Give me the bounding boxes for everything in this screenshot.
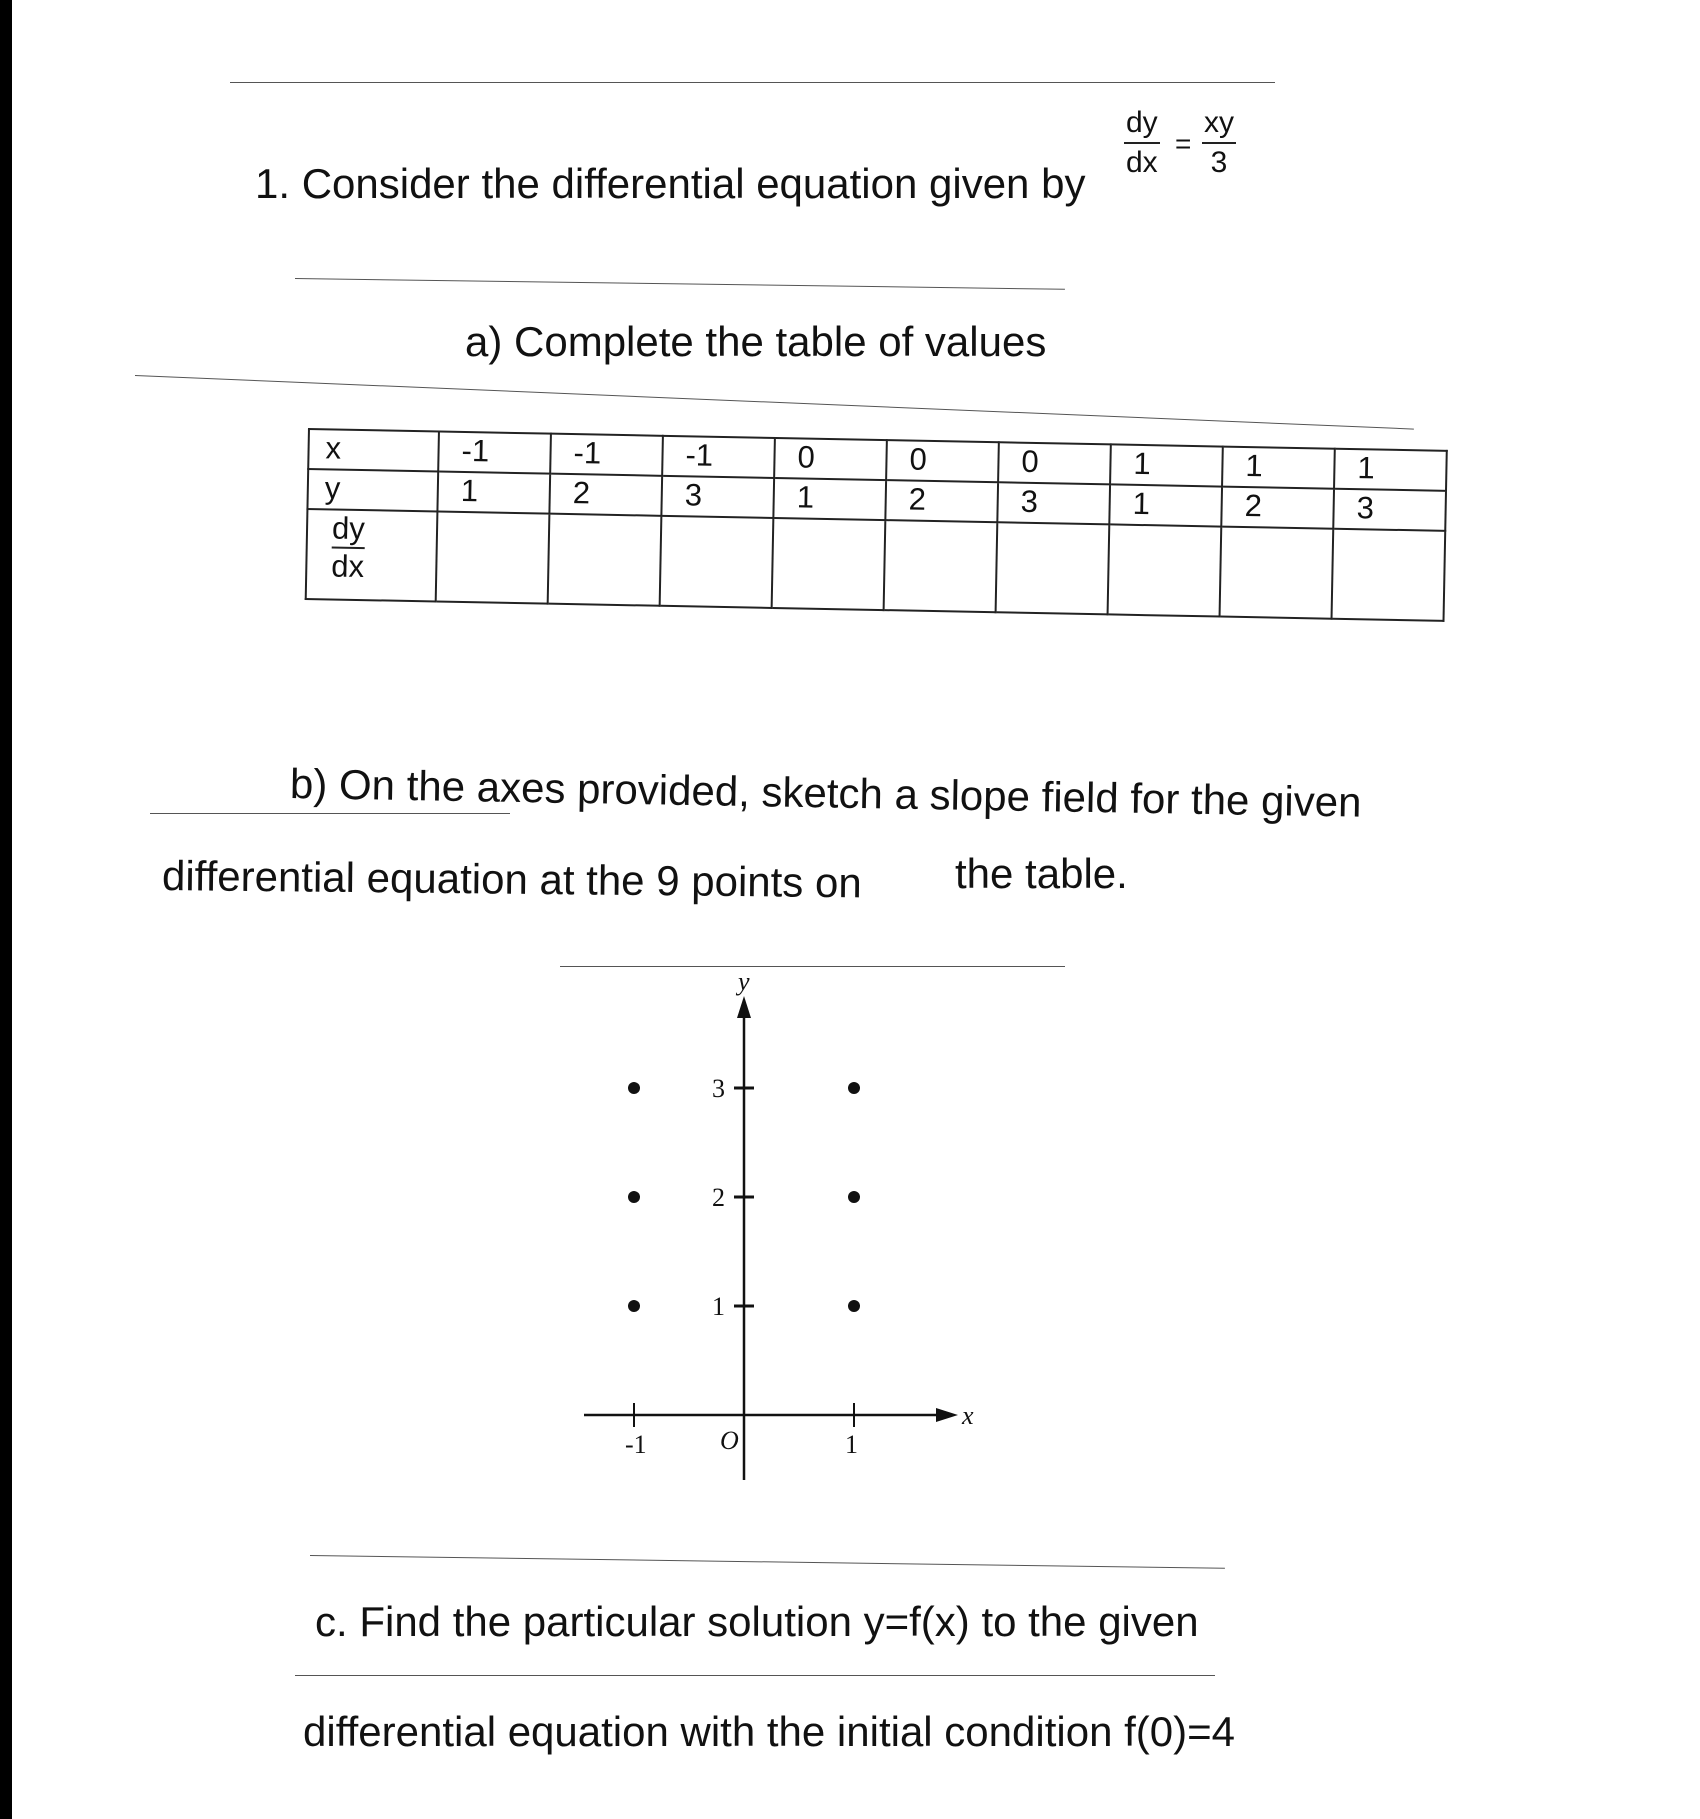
slope-point (628, 1300, 640, 1312)
values-table (305, 428, 1448, 622)
scan-edge (0, 0, 12, 1819)
table-cell: 0 (886, 440, 999, 482)
answer-cell[interactable] (1220, 527, 1334, 619)
slope-field-axes[interactable] (560, 960, 1000, 1520)
equation-lhs-denominator: dx (1126, 146, 1158, 179)
part-b-line2-end: the table. (955, 850, 1128, 897)
table-cell: 1 (437, 472, 550, 514)
divider-rule (135, 375, 1414, 430)
equation-lhs-fraction (1124, 106, 1160, 180)
slope-point (848, 1300, 860, 1312)
equation-rhs-fraction (1202, 106, 1236, 180)
dydx-numerator: dy (331, 510, 366, 547)
table-cell: 3 (997, 482, 1110, 524)
dydx-fraction (331, 510, 365, 584)
row-label-y: y (307, 469, 438, 511)
y-axis-label: y (738, 967, 750, 996)
x-tick-label: -1 (625, 1430, 647, 1459)
table-cell: 1 (1110, 444, 1223, 486)
table-cell: 1 (1222, 447, 1335, 489)
slope-point (848, 1191, 860, 1203)
answer-cell[interactable] (1108, 524, 1222, 616)
answer-cell[interactable] (1332, 529, 1446, 621)
origin-label: O (720, 1426, 739, 1455)
x-axis-label: x (962, 1401, 974, 1430)
divider-rule (295, 1675, 1215, 1676)
part-a-text: a) Complete the table of values (465, 318, 1047, 365)
x-axis-arrow (936, 1408, 958, 1422)
equation-lhs-numerator: dy (1126, 106, 1158, 139)
y-axis-arrow (737, 996, 751, 1018)
answer-cell[interactable] (548, 514, 662, 606)
fraction-bar (1202, 142, 1236, 144)
answer-cell[interactable] (772, 518, 886, 610)
part-b-line2: differential equation at the 9 points on (161, 852, 862, 907)
equals-sign: = (1175, 128, 1192, 159)
y-tick-label: 3 (712, 1074, 725, 1103)
table-cell: 3 (1333, 489, 1446, 531)
y-tick-label: 2 (712, 1183, 725, 1212)
answer-cell[interactable] (884, 520, 998, 612)
slope-point (628, 1191, 640, 1203)
equation-rhs-denominator: 3 (1210, 146, 1228, 179)
table-cell: 2 (1221, 487, 1334, 529)
part-c-line2: differential equation with the initial condition f(0)=4 (303, 1708, 1235, 1755)
row-label-dydx (306, 509, 438, 601)
table-cell: 1 (1109, 484, 1222, 526)
divider-rule (295, 278, 1065, 290)
table-cell: -1 (438, 432, 551, 474)
table-cell: -1 (550, 434, 663, 476)
answer-cell[interactable] (660, 516, 774, 608)
table-cell: -1 (662, 436, 775, 478)
fraction-bar (1124, 142, 1160, 144)
equation-rhs-numerator: xy (1204, 106, 1234, 139)
table-cell: 1 (1334, 449, 1447, 491)
table-cell: 3 (661, 476, 774, 518)
answer-cell[interactable] (436, 511, 550, 603)
divider-rule (150, 813, 510, 814)
table-cell: 0 (774, 438, 887, 480)
row-label-x: x (308, 429, 439, 471)
slope-point (628, 1082, 640, 1094)
divider-rule (230, 82, 1275, 83)
slope-point (848, 1082, 860, 1094)
table-cell: 1 (773, 478, 886, 520)
part-c-line1: c. Find the particular solution y=f(x) to the given (315, 1598, 1199, 1645)
table-cell: 2 (549, 474, 662, 516)
dydx-denominator: dx (331, 548, 365, 584)
x-tick-label: 1 (845, 1430, 858, 1459)
table-cell: 2 (885, 480, 998, 522)
table-cell: 0 (998, 442, 1111, 484)
part-b-line1: b) On the axes provided, sketch a slope field for the given (289, 760, 1362, 826)
axes-layer (584, 967, 974, 1480)
answer-cell[interactable] (996, 522, 1110, 614)
question-1-text: 1. Consider the differential equation given by (255, 160, 1086, 207)
divider-rule (310, 1555, 1225, 1569)
y-tick-label: 1 (712, 1292, 725, 1321)
